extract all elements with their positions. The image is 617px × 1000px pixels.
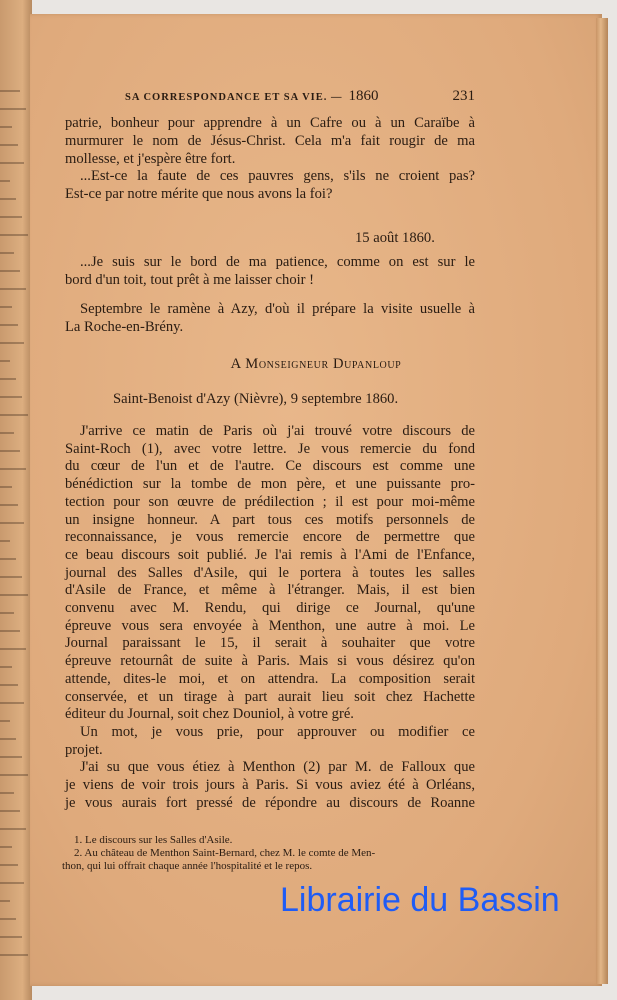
text-line: ce beau discours soit publié. Je l'ai remis à l'Ami de l'Enfance, bbox=[65, 546, 475, 563]
facing-page-text bbox=[0, 882, 24, 884]
facing-page-text bbox=[0, 522, 24, 524]
facing-page-text bbox=[0, 738, 16, 740]
letter-addressee: A Monseigneur Dupanloup bbox=[230, 356, 402, 372]
letter-place-date: Saint-Benoist d'Azy (Nièvre), 9 septembre 1860. bbox=[113, 391, 399, 407]
facing-page-text bbox=[0, 918, 16, 920]
facing-page-text bbox=[0, 954, 28, 956]
facing-page-text bbox=[0, 612, 14, 614]
text-line: Est-ce par notre mérite que nous avons la foi? bbox=[65, 186, 333, 203]
facing-page-text bbox=[0, 756, 22, 758]
text-line: éditeur du Journal, soit chez Douniol, à votre gré. bbox=[65, 706, 354, 723]
facing-page-text bbox=[0, 162, 24, 164]
facing-page-edge bbox=[0, 0, 32, 1000]
facing-page-text bbox=[0, 144, 18, 146]
book-page bbox=[30, 14, 602, 986]
text-line: épreuve vous sera envoyée à Menthon, une autre à moi. Le bbox=[65, 617, 475, 634]
text-line: reconnaissance, je vous remercie encore de permettre que bbox=[65, 529, 475, 546]
text-line: projet. bbox=[65, 741, 103, 758]
text-line: Journal paraissant le 15, il serait à souhaiter que votre bbox=[65, 635, 475, 652]
watermark: Librairie du Bassin bbox=[280, 881, 560, 919]
facing-page-text bbox=[0, 252, 14, 254]
text-line: un insigne honneur. A part tous ces motifs personnels de bbox=[65, 511, 475, 528]
facing-page-text bbox=[0, 630, 20, 632]
text-line: bénédiction sur la tombe de mon père, et une puissante pro- bbox=[65, 476, 475, 493]
facing-page-text bbox=[0, 306, 12, 308]
facing-page-text bbox=[0, 486, 12, 488]
text-line: du cœur de l'un et de l'autre. Ce discours est comme une bbox=[65, 458, 475, 475]
facing-page-text bbox=[0, 846, 12, 848]
running-title: SA CORRESPONDANCE ET SA VIE. — bbox=[125, 92, 343, 103]
text-line: J'ai su que vous étiez à Menthon (2) par M. de Falloux que bbox=[80, 759, 475, 776]
text-line: journal des Salles d'Asile, qui le portera à toutes les salles bbox=[65, 564, 475, 581]
text-line: La Roche-en-Brény. bbox=[65, 318, 184, 335]
text-line: je viens de voir trois jours à Paris. Si vous aviez été à Orléans, bbox=[65, 777, 475, 793]
text-line: attende, dites-le moi, et on attendra. La composition serait bbox=[65, 670, 475, 687]
page-number: 231 bbox=[452, 88, 475, 104]
text-line: convenu avec M. Rendu, qui dirige ce Journal, qu'une bbox=[65, 600, 475, 616]
facing-page-text bbox=[0, 774, 28, 776]
facing-page-text bbox=[0, 270, 20, 272]
facing-page-text bbox=[0, 360, 10, 362]
facing-page-text bbox=[0, 792, 14, 794]
facing-page-text bbox=[0, 648, 26, 650]
text-line: d'Asile de France, et même à l'étranger. Mais, il est bien bbox=[65, 582, 475, 599]
facing-page-text bbox=[0, 558, 16, 560]
facing-page-text bbox=[0, 702, 24, 704]
text-line: murmurer le nom de Jésus-Christ. Cela m'a fait rougir de ma bbox=[65, 132, 475, 149]
text-line: je vous aurais fort pressé de répondre au discours de Roanne bbox=[65, 794, 475, 811]
facing-page-text bbox=[0, 468, 26, 470]
facing-page-text bbox=[0, 198, 16, 200]
facing-page-text bbox=[0, 180, 10, 182]
page-stack-edge bbox=[596, 18, 608, 984]
facing-page-text bbox=[0, 378, 16, 380]
text-line: Un mot, je vous prie, pour approuver ou modifier ce bbox=[80, 723, 475, 740]
text-line: ...Est-ce la faute de ces pauvres gens, s'ils ne croient pas? bbox=[80, 168, 475, 185]
facing-page-text bbox=[0, 540, 10, 542]
facing-page-text bbox=[0, 216, 22, 218]
facing-page-text bbox=[0, 324, 18, 326]
facing-page-text bbox=[0, 576, 22, 578]
facing-page-text bbox=[0, 108, 26, 110]
footnote-2: 2. Au château de Menthon Saint-Bernard, chez M. le comte de Men- bbox=[74, 847, 376, 859]
facing-page-text bbox=[0, 666, 12, 668]
facing-page-text bbox=[0, 900, 10, 902]
text-line: bord d'un toit, tout prêt à me laisser choir ! bbox=[65, 271, 315, 288]
facing-page-text bbox=[0, 90, 20, 92]
header-year: 1860 bbox=[348, 88, 379, 104]
date-line: 15 août 1860. bbox=[355, 230, 435, 246]
facing-page-text bbox=[0, 126, 12, 128]
text-line: Septembre le ramène à Azy, d'où il prépare la visite usuelle à bbox=[80, 301, 475, 317]
facing-page-text bbox=[0, 450, 20, 452]
text-line: patrie, bonheur pour apprendre à un Cafre ou à un Caraïbe à bbox=[65, 115, 475, 131]
facing-page-text bbox=[0, 342, 24, 344]
facing-page-text bbox=[0, 414, 28, 416]
facing-page-text bbox=[0, 288, 26, 290]
text-line: ...Je suis sur le bord de ma patience, comme on est sur le bbox=[80, 254, 475, 270]
text-line: tection pour son œuvre de prédilection ; il est pour moi-même bbox=[65, 493, 475, 510]
facing-page-text bbox=[0, 720, 10, 722]
facing-page-text bbox=[0, 936, 22, 938]
facing-page-text bbox=[0, 684, 18, 686]
facing-page-text bbox=[0, 396, 22, 398]
text-line: conservée, et un tirage à part aurait lieu soit chez Hachette bbox=[65, 688, 475, 705]
footnote-2-cont: thon, qui lui offrait chaque année l'hospitalité et le repos. bbox=[62, 860, 313, 872]
facing-page-text bbox=[0, 432, 14, 434]
facing-page-text bbox=[0, 504, 18, 506]
facing-page-text bbox=[0, 234, 28, 236]
running-header bbox=[125, 87, 475, 107]
text-line: épreuve retournât de suite à Paris. Mais si vous désirez qu'on bbox=[65, 653, 475, 670]
facing-page-text bbox=[0, 810, 20, 812]
facing-page-text bbox=[0, 828, 26, 830]
text-line: mollesse, et j'espère être fort. bbox=[65, 150, 236, 167]
facing-page-text bbox=[0, 594, 28, 596]
text-line: J'arrive ce matin de Paris où j'ai trouvé votre discours de bbox=[80, 423, 475, 439]
facing-page-text bbox=[0, 864, 18, 866]
footnote-1: 1. Le discours sur les Salles d'Asile. bbox=[74, 834, 233, 846]
text-line: Saint-Roch (1), avec votre lettre. Je vous remercie du fond bbox=[65, 440, 475, 457]
